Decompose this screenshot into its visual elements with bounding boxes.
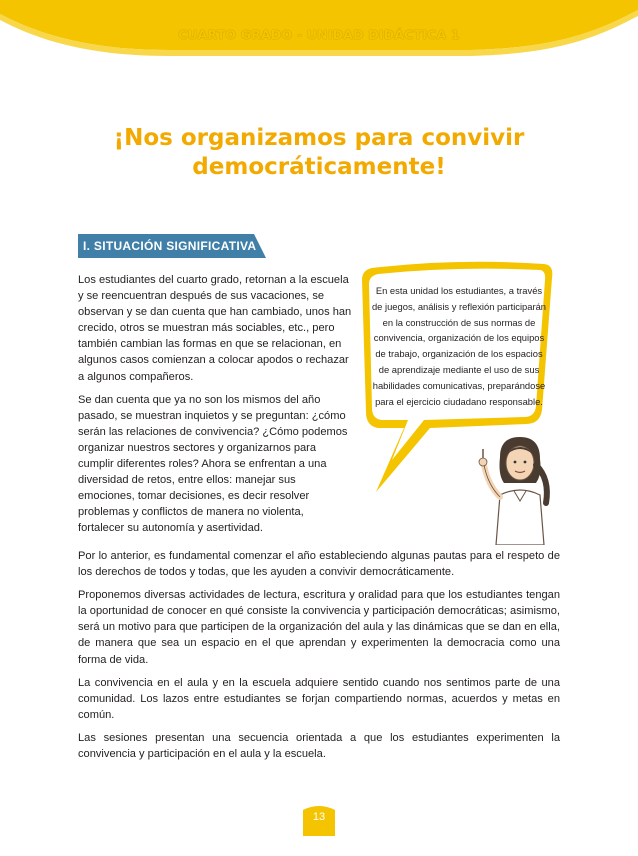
body-paragraph: La convivencia en el aula y en la escuela adquiere sentido cuando nos sentimos parte de una comunidad. Los lazos entre estudiantes se forjan compartiendo normas, acuerdos y metas en común. xyxy=(78,676,560,721)
full-text xyxy=(78,548,560,769)
column-paragraph: Se dan cuenta que ya no son los mismos del año pasado, se muestran inquietos y se preguntan: ¿cómo serán las relaciones de convivencia? ¿Cómo podemos organizar nuestros sectores y organizarnos para cumplir diferentes roles? Ahora se enfrentan a una diversidad de retos, entre ellos: manejar sus emociones, tomar decisiones, es decir resolver problemas y conflictos de manera no violenta, fortalecer su autonomía y asertividad. xyxy=(78,393,348,535)
bubble-text: En esta unidad los estudiantes, a través de juegos, análisis y reflexión participarán en la construcción de sus normas de convivencia, organización de los equipos de trabajo, organización de los espacios de aprendizaje mediante el uso de sus habilidades comunicativas, preparándose para el ejercicio ciudadano responsable. xyxy=(371,285,547,407)
section-label: I. SITUACIÓN SIGNIFICATIVA xyxy=(83,239,257,253)
girl-illustration xyxy=(470,435,560,545)
page-title-line2: democráticamente! xyxy=(192,154,446,180)
page-title-line1: ¡Nos organizamos para convivir xyxy=(113,125,525,151)
body-paragraph: Proponemos diversas actividades de lectura, escritura y oralidad para que los estudiantes tengan la oportunidad de conocer en qué consiste la convivencia y participación democráticas; asimismo, será un motivo para que participen de la organización del aula y las dinámicas que se dan en ella, de manera que sea un espacio en el que aprendan y experimenten la democracia como una forma de vida. xyxy=(78,589,560,666)
body-paragraph: Por lo anterior, es fundamental comenzar el año estableciendo algunas pautas para el respeto de los derechos de todos y todas, que les ayuden a convivir democráticamente. xyxy=(78,550,560,579)
body-paragraph: Las sesiones presentan una secuencia orientada a que los estudiantes experimenten la convivencia y participación en el aula y la escuela. xyxy=(78,731,560,761)
page-title xyxy=(60,124,578,182)
unit-header-title: CUARTO GRADO - UNIDAD DIDÁCTICA 1 xyxy=(178,27,460,42)
column-paragraph: Los estudiantes del cuarto grado, retornan a la escuela y se reencuentran después de sus vacaciones, se observan y se dan cuenta que han cambiado, unos han crecido, otros se muestran más sociables, etc., pero también cambian las formas en que se relacionan, en algunos casos comienzan a colocar apodos o rechazar a algunos compañeros. xyxy=(78,274,352,383)
situation-column xyxy=(78,272,353,544)
page-number: 13 xyxy=(312,811,326,823)
